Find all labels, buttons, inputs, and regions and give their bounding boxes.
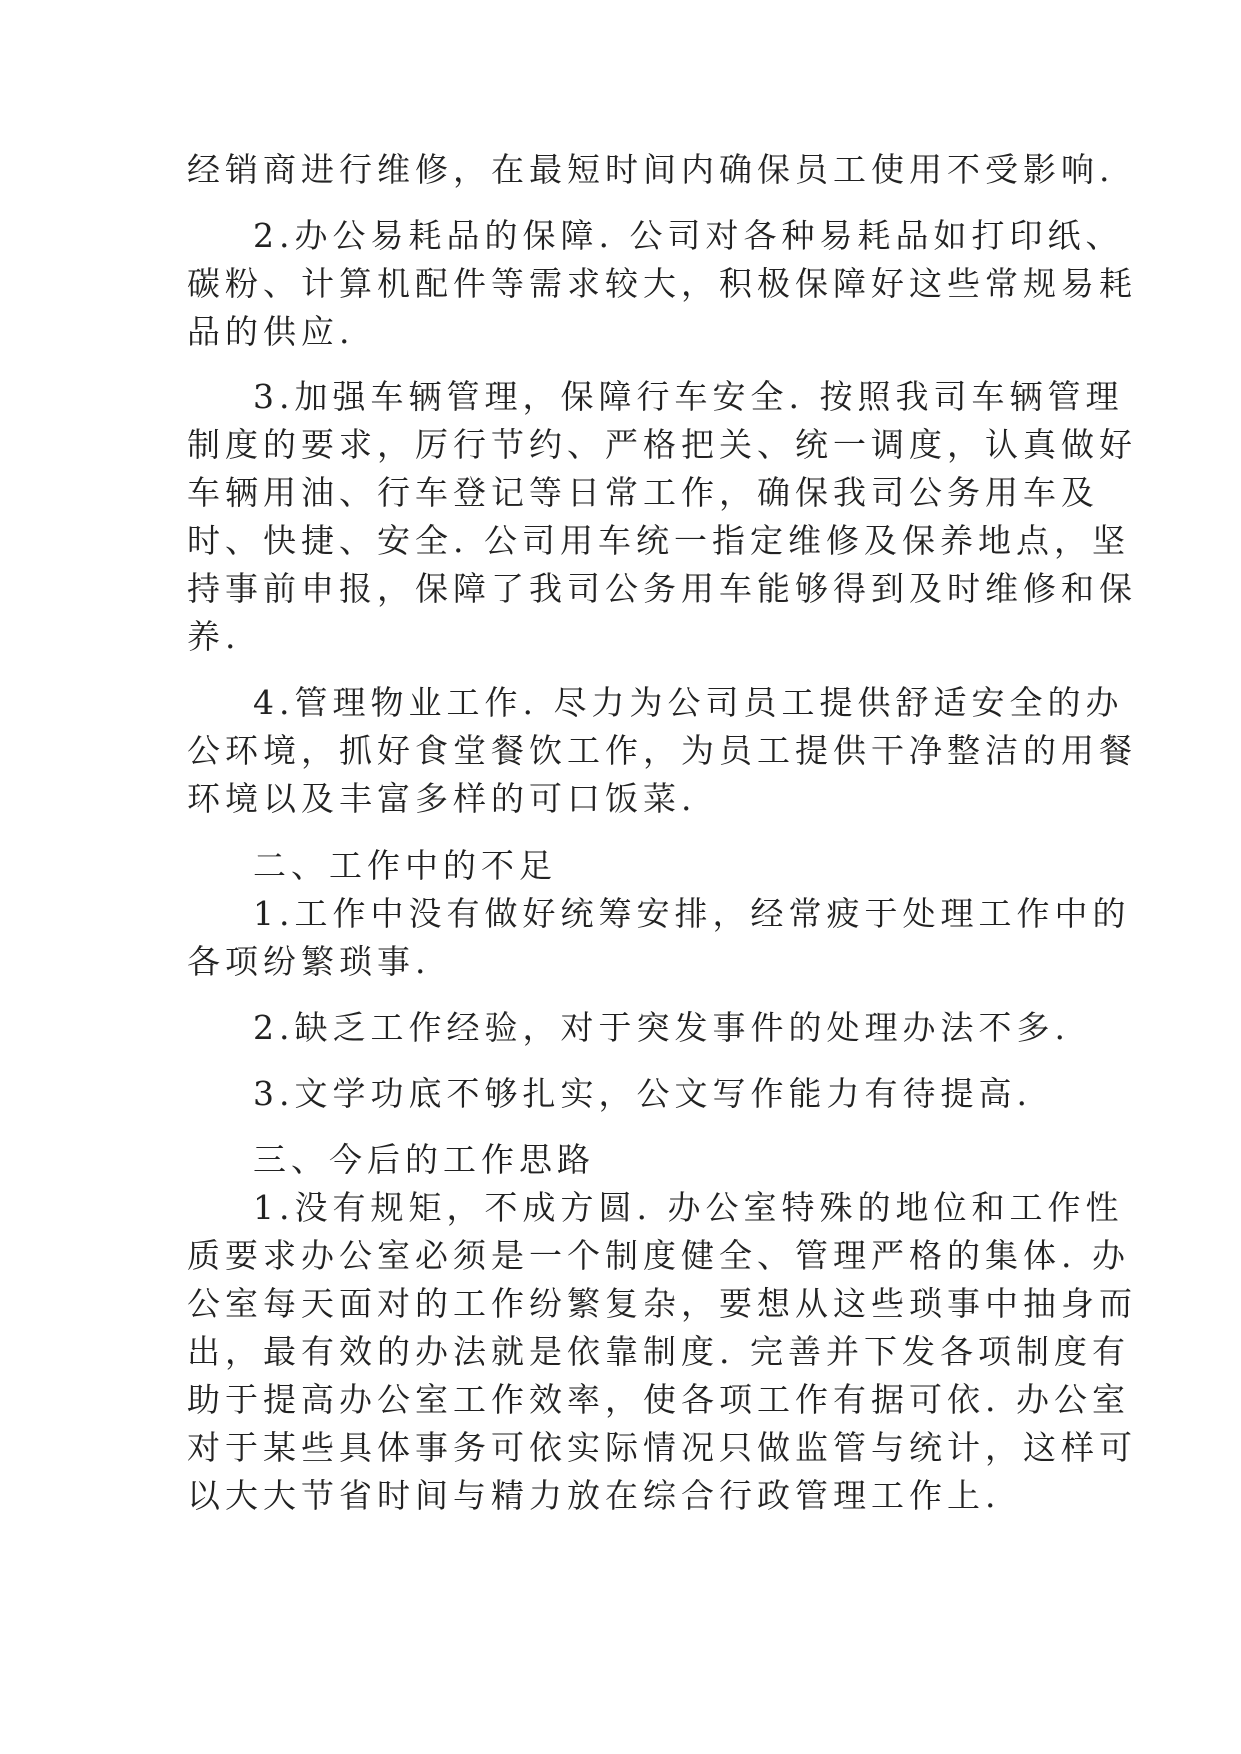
text-line: 品的供应. bbox=[187, 312, 355, 351]
section-heading: 二、工作中的不足 bbox=[253, 846, 557, 885]
text-line: 公室每天面对的工作纷繁复杂，要想从这些琐事中抽身而 bbox=[187, 1284, 1137, 1323]
text-line: 以大大节省时间与精力放在综合行政管理工作上. bbox=[187, 1476, 1001, 1515]
text-line: 各项纷繁琐事. bbox=[187, 942, 431, 981]
text-line: 碳粉、计算机配件等需求较大，积极保障好这些常规易耗 bbox=[187, 264, 1137, 303]
text-line: 1.没有规矩，不成方圆. 办公室特殊的地位和工作性 bbox=[253, 1188, 1124, 1227]
text-line: 制度的要求，厉行节约、严格把关、统一调度，认真做好 bbox=[187, 425, 1137, 464]
text-line: 2.缺乏工作经验，对于突发事件的处理办法不多. bbox=[253, 1008, 1070, 1047]
text-line: 对于某些具体事务可依实际情况只做监管与统计，这样可 bbox=[187, 1428, 1137, 1467]
text-line: 时、快捷、安全. 公司用车统一指定维修及保养地点，坚 bbox=[187, 521, 1130, 560]
text-line: 1.工作中没有做好统筹安排，经常疲于处理工作中的 bbox=[253, 894, 1131, 933]
text-line: 出，最有效的办法就是依靠制度. 完善并下发各项制度有 bbox=[187, 1332, 1130, 1371]
text-line: 车辆用油、行车登记等日常工作，确保我司公务用车及 bbox=[187, 473, 1099, 512]
text-line: 质要求办公室必须是一个制度健全、管理严格的集体. 办 bbox=[187, 1236, 1130, 1275]
text-line: 环境以及丰富多样的可口饭菜. bbox=[187, 779, 697, 818]
text-line: 持事前申报，保障了我司公务用车能够得到及时维修和保 bbox=[187, 569, 1137, 608]
text-line: 3.文学功底不够扎实，公文写作能力有待提高. bbox=[253, 1074, 1032, 1113]
text-line: 公环境，抓好食堂餐饮工作，为员工提供干净整洁的用餐 bbox=[187, 731, 1137, 770]
text-line: 养. bbox=[187, 617, 241, 656]
section-heading: 三、今后的工作思路 bbox=[253, 1140, 595, 1179]
text-line: 经销商进行维修，在最短时间内确保员工使用不受影响. bbox=[187, 150, 1115, 189]
text-line: 助于提高办公室工作效率，使各项工作有据可依. 办公室 bbox=[187, 1380, 1130, 1419]
text-line: 3.加强车辆管理，保障行车安全. 按照我司车辆管理 bbox=[253, 377, 1124, 416]
text-line: 2.办公易耗品的保障. 公司对各种易耗品如打印纸、 bbox=[253, 216, 1124, 255]
text-line: 4.管理物业工作. 尽力为公司员工提供舒适安全的办 bbox=[253, 683, 1124, 722]
